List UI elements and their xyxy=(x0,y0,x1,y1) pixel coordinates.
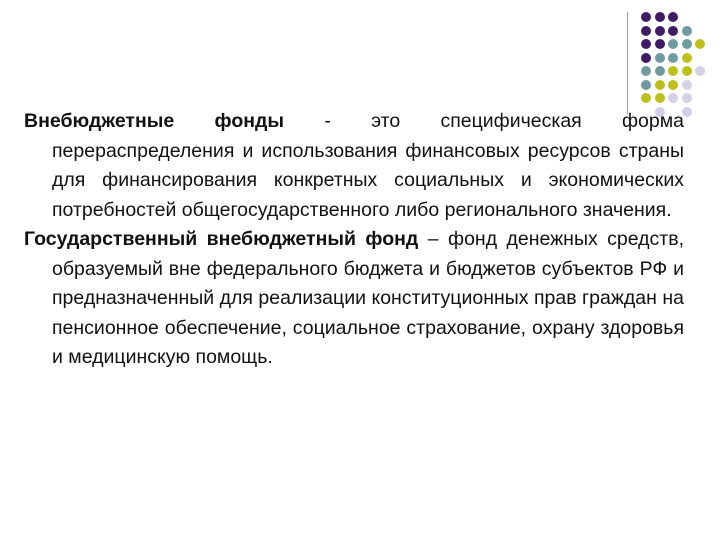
definition-paragraph-1 xyxy=(24,107,684,225)
decorative-dot xyxy=(668,39,678,49)
decorative-dot xyxy=(682,66,692,76)
decorative-dot xyxy=(641,26,651,36)
decorative-dot xyxy=(682,80,692,90)
decorative-dot xyxy=(641,66,651,76)
definition-text: это специфическая форма перераспределения и использования финансовых ресурсов страны для финансирования конкретных социальных и экономических потребностей общегосударственного либо регионального значения. xyxy=(52,110,684,221)
decorative-dot xyxy=(695,39,705,49)
decorative-dot-grid xyxy=(0,0,720,120)
decorative-dot xyxy=(668,66,678,76)
decorative-dot xyxy=(682,39,692,49)
decorative-vertical-line xyxy=(627,12,628,114)
decorative-dot xyxy=(655,39,665,49)
decorative-dot xyxy=(641,80,651,90)
decorative-dot xyxy=(641,93,651,103)
term-state-extrabudgetary-fund: Государственный внебюджетный фонд xyxy=(24,228,419,250)
decorative-dot xyxy=(655,12,665,22)
decorative-dot xyxy=(668,12,678,22)
slide-content xyxy=(24,107,684,373)
decorative-dot xyxy=(655,80,665,90)
decorative-dot xyxy=(668,26,678,36)
decorative-dot xyxy=(668,93,678,103)
definition-text: фонд денежных средств, образуемый вне федерального бюджета и бюджетов субъектов РФ и предназначенный для реализации конституционных прав граждан на пенсионное обеспечение, социальное страхование, охрану здоровья и медицинскую помощь. xyxy=(52,228,684,368)
decorative-dot xyxy=(641,12,651,22)
decorative-dot xyxy=(641,39,651,49)
decorative-dot xyxy=(682,53,692,63)
decorative-dot xyxy=(682,93,692,103)
decorative-dot xyxy=(668,80,678,90)
decorative-dot xyxy=(682,26,692,36)
decorative-dot xyxy=(655,26,665,36)
decorative-dot xyxy=(668,53,678,63)
term-extrabudgetary-funds: Внебюджетные фонды xyxy=(24,110,285,132)
decorative-dot xyxy=(641,53,651,63)
decorative-dot xyxy=(655,66,665,76)
decorative-dot xyxy=(695,66,705,76)
separator: - xyxy=(284,110,372,132)
decorative-dot xyxy=(655,53,665,63)
definition-paragraph-2 xyxy=(24,225,684,373)
separator: – xyxy=(418,228,449,250)
decorative-dot xyxy=(655,93,665,103)
